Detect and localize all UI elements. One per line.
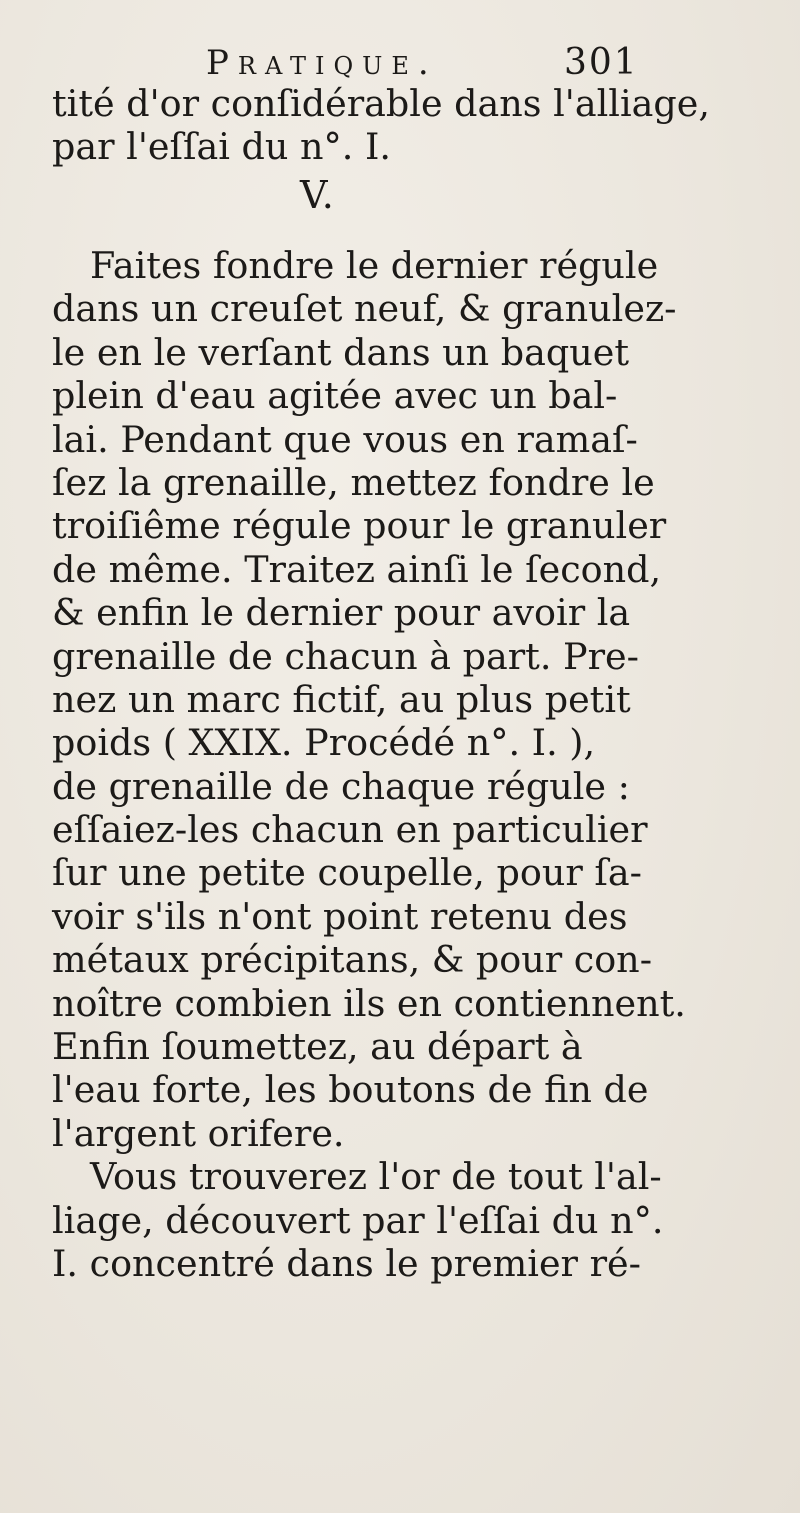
text-line: plein d'eau agitée avec un bal- (52, 374, 618, 418)
text-line: & enfin le dernier pour avoir la (52, 591, 631, 635)
text-line: l'eau forte, les boutons de fin de (52, 1068, 649, 1112)
page-header (0, 40, 800, 86)
text-line: nez un marc fictif, au plus petit (52, 677, 631, 721)
text-line: tité d'or conſidérable dans l'alliage, (52, 82, 710, 125)
text-line: ſez la grenaille, mettez fondre le (52, 460, 655, 504)
text-line: grenaille de chacun à part. Pre- (52, 634, 639, 678)
text-line: voir s'ils n'ont point retenu des (52, 894, 628, 938)
section-paragraph (52, 244, 686, 1285)
text-line: dans un creuſet neuf, & granulez- (52, 287, 677, 331)
text-line: par l'eſſai du n°. I. (52, 125, 391, 169)
text-line: Enfin ſoumettez, au départ à (52, 1025, 583, 1069)
text-line: ſur une petite coupelle, pour ſa- (52, 851, 643, 895)
text-line: métaux précipitans, & pour con- (52, 938, 653, 982)
text-line: de même. Traitez ainſi le ſecond, (52, 547, 662, 591)
text-line: poids ( XXIX. Procédé n°. I. ), (52, 721, 596, 765)
page-number: 301 (564, 42, 639, 83)
text-line: de grenaille de chaque régule : (52, 764, 630, 808)
text-line: I. concentré dans le premier ré- (52, 1241, 641, 1285)
running-head: Pratique. (206, 43, 438, 83)
text-line: noître combien ils en contiennent. (52, 981, 686, 1025)
text-line: le en le verſant dans un baquet (52, 330, 630, 374)
text-line: liage, découvert par l'eſſai du n°. (52, 1198, 664, 1242)
carryover-text (52, 82, 710, 169)
text-line: troiſiême régule pour le granuler (52, 504, 667, 548)
text-line: Vous trouverez l'or de tout l'al- (90, 1155, 662, 1199)
section-number: V. (300, 173, 335, 217)
text-line: eſſaiez-les chacun en particulier (52, 808, 648, 852)
text-line: l'argent orifere. (52, 1111, 345, 1155)
text-line: lai. Pendant que vous en ramaſ- (52, 417, 638, 461)
text-line: Faites fondre le dernier régule (90, 244, 659, 287)
